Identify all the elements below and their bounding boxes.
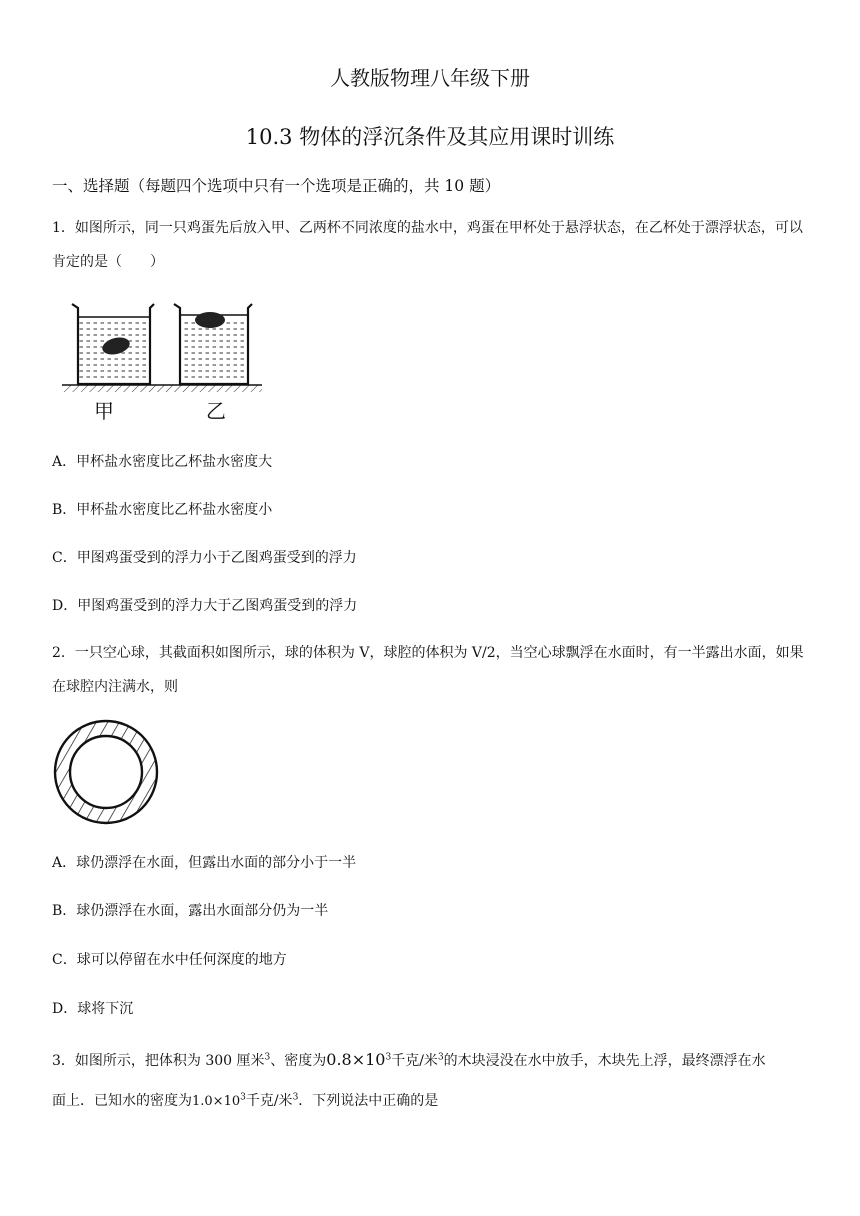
label-jia: 甲 (94, 399, 114, 423)
q1-option-b: B．甲杯盐水密度比乙杯盐水密度小 (52, 502, 273, 518)
q2-option-d: D．球将下沉 (52, 1001, 134, 1017)
hollow-ball-figure (52, 718, 160, 826)
egg-yi (195, 312, 225, 328)
document-subtitle: 10.3 物体的浮沉条件及其应用课时训练 (245, 125, 615, 149)
density-wood: 0.8×10 (326, 1050, 386, 1069)
q1-option-c: C．甲图鸡蛋受到的浮力小于乙图鸡蛋受到的浮力 (52, 550, 357, 566)
question-1-text: 1．如图所示，同一只鸡蛋先后放入甲、乙两杯不同浓度的盐水中，鸡蛋在甲杯处于悬浮状态，在乙杯处于漂浮状态，可以肯定的是（ ） (52, 220, 803, 270)
question-3-line-1: 3．如图所示，把体积为 300 厘米$^3$、密度为$0.8\times 10^3$千克/米$^3$的木块浸没在水中放手，木块先上浮，最终漂浮在水 (52, 1050, 766, 1069)
beaker-yi (174, 304, 252, 384)
density-water: 1.0×10 (192, 1094, 241, 1109)
question-2-text: 2．一只空心球，其截面积如图所示，球的体积为 V，球腔的体积为 V/2，当空心球飘浮在水面时，有一半露出水面，如果在球腔内注满水，则 (52, 645, 804, 695)
q2-option-b: B．球仍漂浮在水面，露出水面部分仍为一半 (52, 903, 329, 919)
q2-option-a: A．球仍漂浮在水面，但露出水面的部分小于一半 (52, 855, 357, 871)
label-yi: 乙 (206, 399, 226, 423)
section-heading: 一、选择题（每题四个选项中只有一个选项是正确的，共 10 题） (52, 177, 501, 195)
beaker-jia (72, 304, 154, 384)
q1-option-d: D．甲图鸡蛋受到的浮力大于乙图鸡蛋受到的浮力 (52, 598, 358, 614)
document-title: 人教版物理八年级下册 (330, 66, 530, 90)
question-3-line-2: 面上．已知水的密度为$1.0\times 10^3$千克/米$^3$．下列说法中正确的是 (52, 1092, 439, 1109)
beaker-figure (58, 296, 268, 424)
q2-option-c: C．球可以停留在水中任何深度的地方 (52, 952, 287, 968)
q1-option-a: A．甲杯盐水密度比乙杯盐水密度大 (52, 454, 273, 470)
